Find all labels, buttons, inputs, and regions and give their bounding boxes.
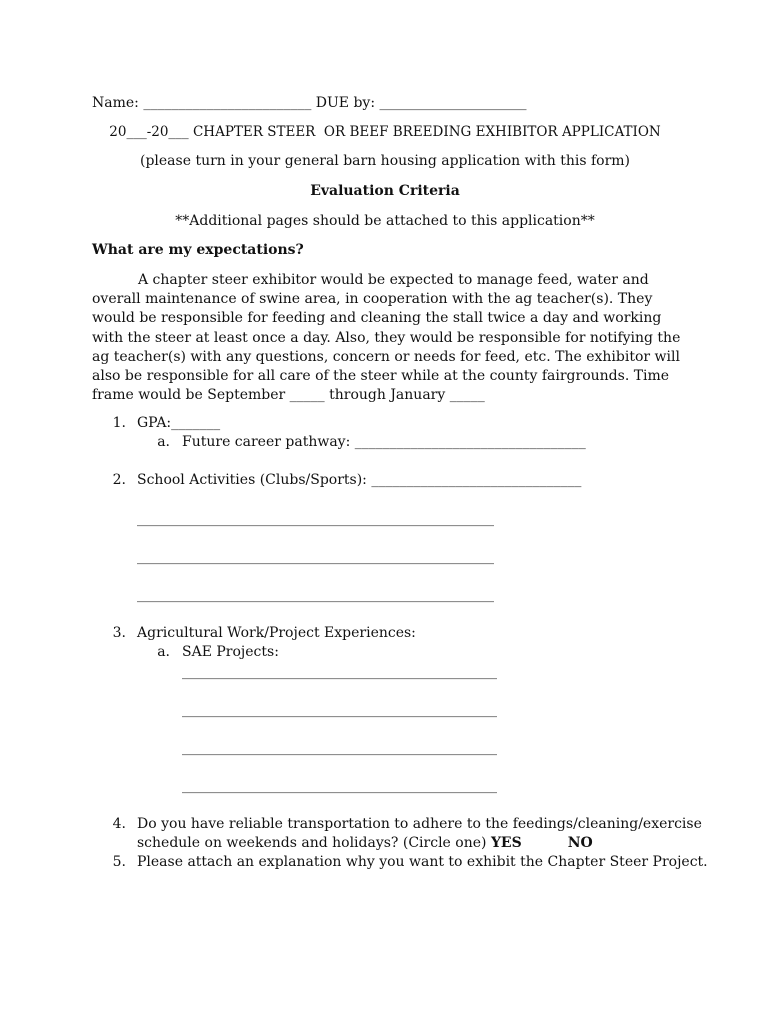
item-number: 2. xyxy=(112,472,126,488)
sae-answer-line[interactable]: _____________________________________________ xyxy=(182,702,497,718)
transport-question: Do you have reliable transportation to adhere to the feedings/cleaning/exercise xyxy=(137,816,702,832)
explanation-instruction: Please attach an explanation why you want to exhibit the Chapter Steer Project. xyxy=(137,854,708,870)
expectations-heading: What are my expectations? xyxy=(92,242,304,258)
item-number: 1. xyxy=(112,415,126,431)
transport-question-text: schedule on weekends and holidays? (Circle one) xyxy=(137,835,487,851)
school-activities-field[interactable]: School Activities (Clubs/Sports): ______________________________ xyxy=(137,472,582,488)
subitem-letter: a. xyxy=(157,644,170,660)
item-number: 5. xyxy=(112,854,126,870)
sae-answer-line[interactable]: _____________________________________________ xyxy=(182,740,497,756)
transport-question-cont xyxy=(137,834,593,853)
activities-answer-line[interactable]: ___________________________________________________ xyxy=(137,587,494,603)
sae-projects-label: SAE Projects: xyxy=(182,644,279,660)
sae-answer-line[interactable]: _____________________________________________ xyxy=(182,778,497,794)
activities-answer-line[interactable]: ___________________________________________________ xyxy=(137,511,494,527)
gpa-field[interactable]: GPA:_______ xyxy=(137,415,221,431)
application-title: 20___-20___ CHAPTER STEER OR BEEF BREEDING EXHIBITOR APPLICATION xyxy=(109,124,661,140)
name-due-line: Name: ________________________ DUE by: _____________________ xyxy=(92,95,527,111)
no-option[interactable]: NO xyxy=(567,835,593,851)
item-number: 3. xyxy=(112,625,126,641)
ag-work-label: Agricultural Work/Project Experiences: xyxy=(137,625,416,641)
sae-answer-line[interactable]: _____________________________________________ xyxy=(182,664,497,680)
activities-answer-line[interactable]: ___________________________________________________ xyxy=(137,549,494,565)
section-heading: Evaluation Criteria xyxy=(310,183,460,199)
career-pathway-field[interactable]: Future career pathway: _________________________________ xyxy=(182,434,586,450)
attachment-note: **Additional pages should be attached to this application** xyxy=(175,213,595,229)
yes-option[interactable]: YES xyxy=(490,835,522,851)
expectations-paragraph: A chapter steer exhibitor would be expected to manage feed, water and overall maintenance of swine area, in cooperation with the ag teacher(s). They would be responsible for feeding and cleaning the stall twice a day and working with the steer at least once a day. Also, they would be responsible for notifying the ag teacher(s) with any questions, concern or needs for feed, etc. The exhibitor will also be responsible for all care of the steer while at the county fairgrounds. Time frame would be September _____ through January _____ xyxy=(92,272,681,404)
form-instruction: (please turn in your general barn housing application with this form) xyxy=(140,153,630,169)
item-number: 4. xyxy=(112,816,126,832)
subitem-letter: a. xyxy=(157,434,170,450)
